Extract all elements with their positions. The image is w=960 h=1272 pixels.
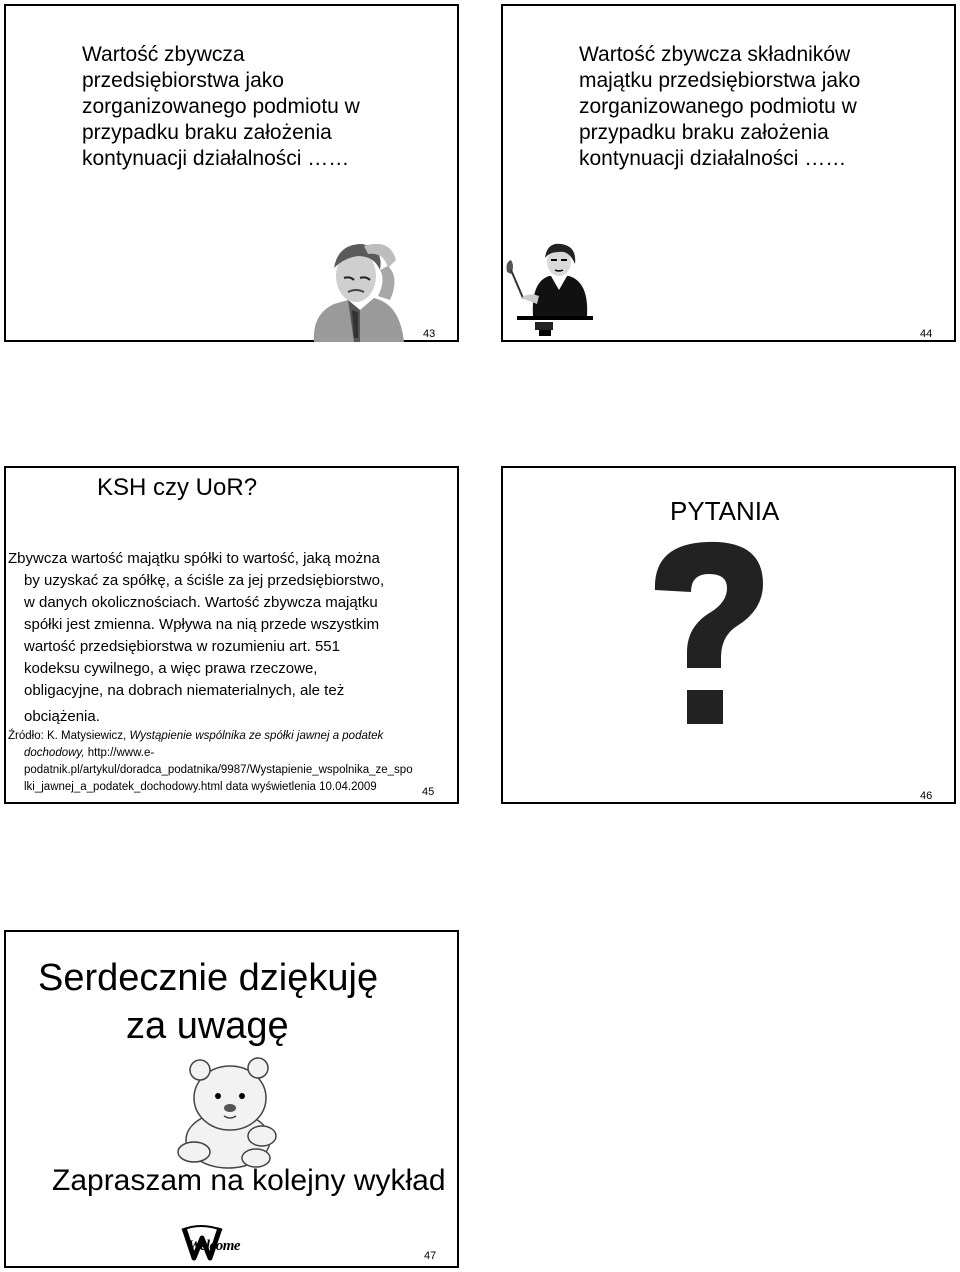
slide-43-title: Wartość zbywcza przedsiębiorstwa jako zorganizowanego podmiotu w przypadku braku założenia kontynuacji działalności …… <box>82 43 360 170</box>
slide-43 <box>4 4 459 342</box>
slide-47 <box>4 930 459 1268</box>
slide-46 <box>501 466 956 804</box>
slide-44 <box>501 4 956 342</box>
teddy-bear-clipart <box>170 1054 290 1170</box>
slide-45-title: KSH czy UoR? <box>97 474 258 501</box>
welcome-logo <box>180 1222 280 1262</box>
slide-number: 45 <box>422 786 435 798</box>
slide-47-subtitle: Zapraszam na kolejny wykład <box>52 1164 446 1197</box>
slide-number: 43 <box>423 328 436 340</box>
woman-at-desk-clipart <box>503 242 595 336</box>
slide-46-title: PYTANIA <box>670 496 780 526</box>
slide-47-title: Serdecznie dziękuję za uwagę <box>38 957 379 1047</box>
welcome-logo-text: Welcome <box>188 1238 241 1254</box>
slide-number: 47 <box>424 1250 437 1262</box>
slide-number: 44 <box>920 328 933 340</box>
slide-44-title: Wartość zbywcza składników majątku przedsiębiorstwa jako zorganizowanego podmiotu w przypadku braku założenia kontynuacji działalności …… <box>579 43 861 170</box>
stressed-man-clipart <box>304 238 412 342</box>
slide-45-source: Źródło: K. Matysiewicz, Wystąpienie wspólnika ze spółki jawnej a podatek dochodowy, http://www.e- podatnik.pl/artykul/doradca_podatnika/9987/Wystapienie_wspolnika_ze_spo lki_jawnej_a_podatek_dochodowy.html data wyświetlenia 10.04.2009 <box>8 730 413 793</box>
slide-45-body: Zbywcza wartość majątku spółki to wartość, jaką można by uzyskać za spółkę, a ściśle za jej przedsiębiorstwo, w danych okolicznościach. Wartość zbywcza majątku spółki jest zmienna. Wpływa na nią przede wszystkim wartość przedsiębiorstwa w rozumieniu art. 551 kodeksu cywilnego, a więc prawa rzeczowe, obligacyjne, na dobrach niematerialnych, ale też obciążenia. <box>8 550 385 725</box>
question-mark-icon <box>649 540 767 744</box>
slide-number: 46 <box>920 790 933 802</box>
slide-45 <box>4 466 459 804</box>
